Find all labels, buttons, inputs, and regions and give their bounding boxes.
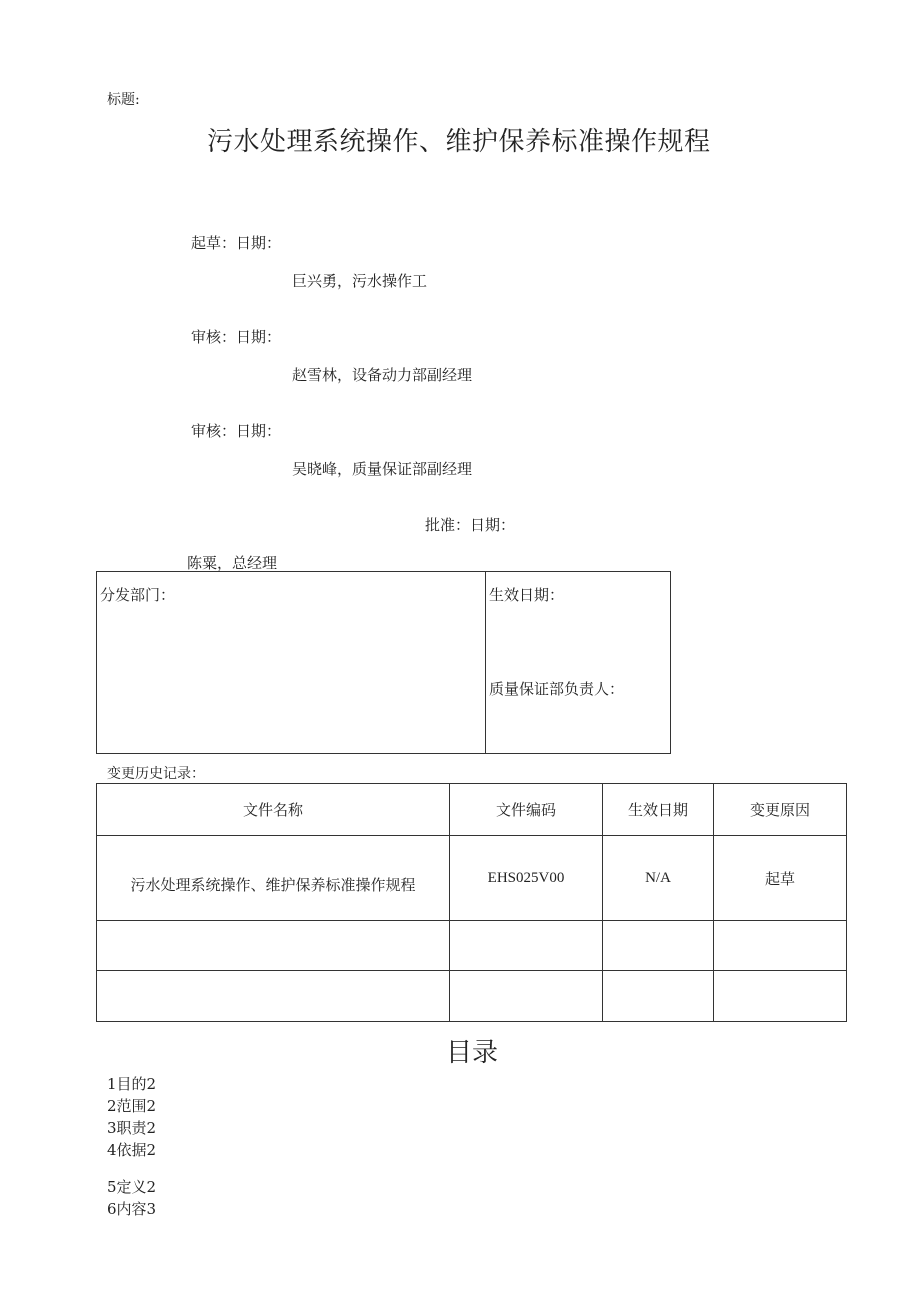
table-header-row (97, 784, 847, 836)
cell-change-reason (714, 971, 847, 1022)
header-change-reason: 变更原因 (714, 784, 847, 836)
document-title: 污水处理系统操作、维护保养标准操作规程 (207, 127, 711, 157)
distribution-dept-label: 分发部门： (100, 586, 176, 604)
cell-file-name: 污水处理系统操作、维护保养标准操作规程 (97, 836, 450, 921)
cell-file-name (97, 971, 450, 1022)
cell-file-code (450, 921, 603, 971)
qa-responsible-label: 质量保证部负责人： (489, 680, 625, 698)
approver-name: 陈粟，总经理 (187, 554, 278, 572)
effective-date-label: 生效日期： (489, 586, 565, 604)
cell-change-reason: 起草 (714, 836, 847, 921)
title-label: 标题: (107, 92, 140, 108)
cell-effective-date: N/A (603, 836, 714, 921)
toc-item: 5定义2 (107, 1178, 157, 1196)
header-effective-date: 生效日期 (603, 784, 714, 836)
drafter-name: 巨兴勇，污水操作工 (292, 272, 428, 290)
reviewer1-role-line: 审核：日期： (191, 328, 282, 346)
table-row (97, 971, 847, 1022)
toc-item: 2范围2 (107, 1097, 157, 1115)
cell-effective-date (603, 921, 714, 971)
cell-change-reason (714, 921, 847, 971)
toc-item: 4依据2 (107, 1141, 157, 1159)
cell-file-code (450, 971, 603, 1022)
toc-list (107, 1073, 156, 1220)
distribution-divider (485, 572, 486, 753)
approver-role-line: 批准：日期： (425, 516, 516, 534)
change-history-table (96, 783, 847, 1022)
cell-file-name (97, 921, 450, 971)
cell-file-code: EHS025V00 (450, 836, 603, 921)
drafter-role-line: 起草：日期： (191, 234, 282, 252)
table-row (97, 836, 847, 921)
toc-item: 3职责2 (107, 1119, 157, 1137)
toc-item: 1目的2 (107, 1075, 157, 1093)
cell-effective-date (603, 971, 714, 1022)
header-file-name: 文件名称 (97, 784, 450, 836)
toc-title: 目录 (446, 1038, 499, 1068)
toc-item: 6内容3 (107, 1200, 157, 1218)
reviewer1-name: 赵雪林，设备动力部副经理 (292, 366, 473, 384)
distribution-box (96, 571, 671, 754)
history-label: 变更历史记录： (107, 766, 205, 782)
header-file-code: 文件编码 (450, 784, 603, 836)
reviewer2-role-line: 审核：日期： (191, 422, 282, 440)
reviewer2-name: 吴晓峰，质量保证部副经理 (292, 460, 473, 478)
table-row (97, 921, 847, 971)
